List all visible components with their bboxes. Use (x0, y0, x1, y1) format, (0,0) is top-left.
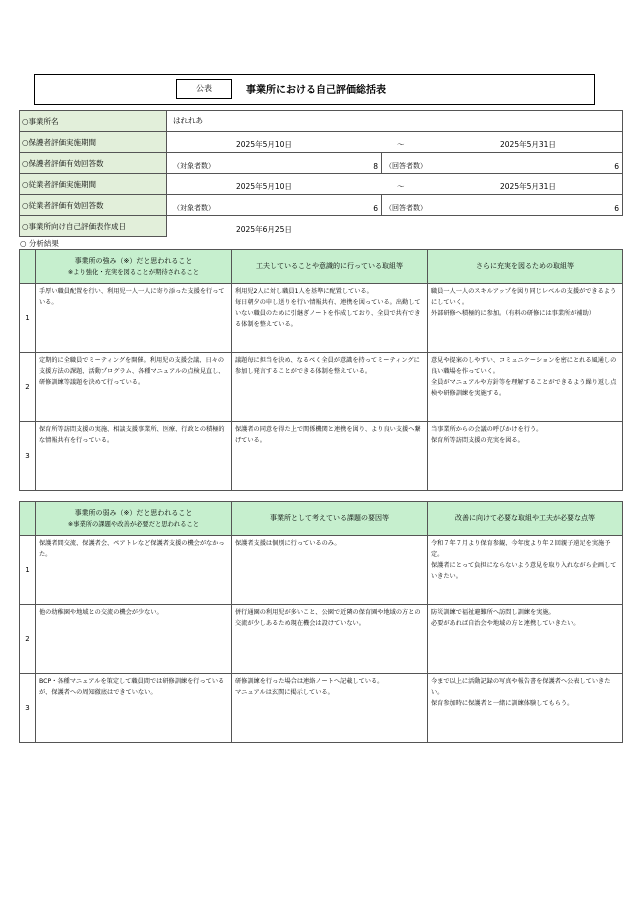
cell-c2 (232, 284, 428, 353)
office-name-value: はれれあ (167, 111, 623, 132)
cell-c1 (36, 422, 232, 491)
guardian-target-cell (167, 153, 382, 174)
guardian-respondents-cell (382, 153, 623, 174)
cell-c1 (36, 536, 232, 605)
cell-text: 手厚い職員配置を行い、利用児一人一人に寄り添った支援を行っている。 (39, 288, 225, 306)
cell-c3 (428, 674, 623, 743)
staff-end-date: 2025年5月31日 (500, 182, 556, 191)
cell-c2 (232, 353, 428, 422)
weaknesses-table (19, 501, 623, 743)
guardian-count-label: 保護者評価有効回答数 (28, 158, 104, 168)
cell-text: 研修訓練を行った場合は連絡ノートへ記載している。 (235, 678, 384, 685)
cell-c3 (428, 284, 623, 353)
cell-text: 他の幼稚園や地域との交流の機会が少ない。 (39, 609, 163, 616)
cell-text: 令和７年７月より保育参観、今年度より年２回親子遠足を実施予定。 (431, 540, 611, 558)
cell-text: 全員がマニュアルや方針等を理解することができるよう繰り返し点検や研修訓練を実施する。 (431, 379, 617, 397)
staff-target-value: 6 (373, 204, 378, 213)
cell-text: 保護者間交流、保護者会、ペアトレなど保護者支援の機会がなかった。 (39, 540, 225, 558)
table-row (20, 605, 623, 674)
cell-text: 定期的に全職員でミーティングを開催。利用児の支援会議、日々の支援方法の課題、活動プログラム、各種マニュアルの点検見直し、研修訓練等議題を決めて行っている。 (39, 357, 225, 386)
cell-c2 (232, 536, 428, 605)
respondents-label: （回答者数） (385, 162, 427, 170)
office-name-label: 事業所名 (28, 116, 59, 126)
page-title: 事業所における自己評価総括表 (246, 85, 386, 96)
cell-text: 議題毎に担当を決め、なるべく全員が意識を持ってミーティングに参加し発言することができる体制を整えている。 (235, 357, 420, 375)
cell-text: 当事業所からの会議の呼びかけを行う。 (431, 426, 543, 433)
cell-c2 (232, 674, 428, 743)
cell-text: マニュアルは玄関に掲示している。 (235, 689, 334, 696)
table-row (20, 284, 623, 353)
cell-text: 防災訓練で福祉避難所へ訪問し訓練を実施。 (431, 609, 555, 616)
strengths-header-3: さらに充実を図るための取組等 (428, 250, 623, 284)
guardian-period-label: 保護者評価実施期間 (28, 137, 97, 147)
cell-c2 (232, 422, 428, 491)
cell-text: 職員一人一人のスキルアップを図り同じレベルの支援ができるようにしていく。 (431, 288, 617, 306)
staff-respondents-cell (382, 195, 623, 216)
created-date-value: 2025年6月25日 (236, 224, 292, 234)
cell-c3 (428, 605, 623, 674)
cell-c1 (36, 605, 232, 674)
staff-respondents-label: （回答者数） (385, 204, 427, 212)
cell-text: 保護者支援は個別に行っているのみ。 (235, 540, 341, 547)
analysis-section-label: ○ 分析結果 (20, 239, 59, 248)
cell-c1 (36, 674, 232, 743)
staff-target-cell (167, 195, 382, 216)
cell-c1 (36, 284, 232, 353)
publication-tag: 公表 (176, 79, 232, 99)
cell-text: 保育所等訪問支援の充実を図る。 (431, 437, 524, 444)
guardian-period-cell (167, 132, 623, 153)
cell-text: 保護者にとって負担にならないよう意見を取り入れながら企画していきたい。 (431, 562, 617, 580)
cell-text: 保護者の同意を得た上で関係機関と連携を図り、より良い支援へ繋げている。 (235, 426, 421, 444)
strengths-table (19, 249, 623, 491)
weaknesses-header-3: 改善に向けて必要な取組や工夫が必要な点等 (428, 502, 623, 536)
cell-text: 意見や提案のしやすい、コミュニケーションを密にとれる風通しの良い職場を作っていく。 (431, 357, 617, 375)
weaknesses-header-2: 事業所として考えている課題の要因等 (232, 502, 428, 536)
info-table: ○事業所名 はれれあ ○保護者評価実施期間 2025年5月10日 ～ 2025年5月31日 ○保護者評価有効回答数 （対象者数） 8 （回答者数） 6 ○従業者評価実施期間 2025年5月10日 ～ 2025年5月31日 ○従業者評価有効回答数 （対象者数） 6 （回答者数） 6 ○事業所向け自己評価表作成日 2025年6月25日 (19, 110, 623, 237)
table-row (20, 536, 623, 605)
table-row (20, 422, 623, 491)
row-number: 3 (20, 422, 36, 491)
row-number: 2 (20, 353, 36, 422)
cell-text: 外部研修へ積極的に参加。（有料の研修には事業所が補助） (431, 310, 595, 317)
row-number: 2 (20, 605, 36, 674)
cell-text: 保育所等訪問支援の実施、相談支援事業所、医療、行政との積極的な情報共有を行っている。 (39, 426, 225, 444)
guardian-start-date: 2025年5月10日 (236, 140, 292, 149)
period-tilde: ～ (397, 140, 405, 149)
table-row (20, 353, 623, 422)
cell-c2 (232, 605, 428, 674)
row-number: 3 (20, 674, 36, 743)
cell-text: 利用児2人に対し職員1人を基準に配置している。 (235, 288, 373, 295)
cell-c3 (428, 422, 623, 491)
staff-start-date: 2025年5月10日 (236, 182, 292, 191)
staff-period-tilde: ～ (397, 182, 405, 191)
cell-text: 保育参加時に保護者と一緒に訓練体験してもらう。 (431, 700, 574, 707)
guardian-target-value: 8 (373, 162, 378, 171)
staff-period-label: 従業者評価実施期間 (28, 179, 97, 189)
table-row (20, 674, 623, 743)
created-date-cell (167, 216, 623, 237)
row-number: 1 (20, 536, 36, 605)
guardian-end-date: 2025年5月31日 (500, 140, 556, 149)
cell-text: 今まで以上に活動記録の写真や報告書を保護者へ公表していきたい。 (431, 678, 611, 696)
cell-c3 (428, 536, 623, 605)
guardian-respondents-value: 6 (614, 162, 620, 171)
cell-c3 (428, 353, 623, 422)
cell-text: 毎日朝夕の申し送りを行い情報共有、連携を図っている。出勤していない職員のために引継ぎノートを作成しており、全員で共有できる体制を整えている。 (235, 299, 421, 328)
cell-text: 併行通園の利用児が多いこと、公園で近隣の保育園や地域の方との交流が少しあるため現在機会は設けていない。 (235, 609, 421, 627)
created-date-label: 事業所向け自己評価表作成日 (28, 221, 127, 231)
strengths-header-1: 事業所の強み（※）だと思われること ※より強化・充実を図ることが期待されること (36, 250, 232, 284)
target-label: （対象者数） (173, 162, 215, 170)
cell-text: BCP・各種マニュアルを策定して職員間では研修訓練を行っているが、保護者への周知徹底はできていない。 (39, 678, 225, 696)
cell-c1 (36, 353, 232, 422)
weaknesses-header-1: 事業所の弱み（※）だと思われること ※事業所の課題や改善が必要だと思われること (36, 502, 232, 536)
cell-text: 必要があれば自治会や地域の方と連携していきたい。 (431, 620, 580, 627)
staff-count-label: 従業者評価有効回答数 (28, 200, 104, 210)
staff-target-label: （対象者数） (173, 204, 215, 212)
strengths-header-2: 工夫していることや意識的に行っている取組等 (232, 250, 428, 284)
staff-respondents-value: 6 (614, 204, 620, 213)
row-number: 1 (20, 284, 36, 353)
staff-period-cell (167, 174, 623, 195)
